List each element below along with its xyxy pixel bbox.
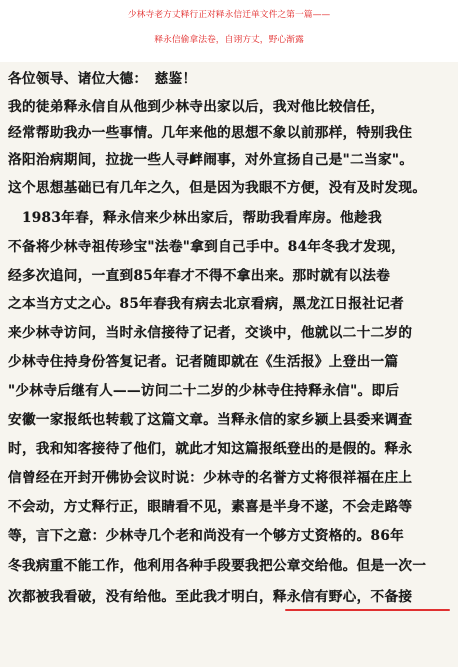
document-line-19: 次都被我看破，没有给他。至此我才明白，释永信有野心，不备接 (8, 589, 413, 605)
document-line-12: "少林寺后继有人——访问二十二岁的少林寺住持释永信"。即后 (8, 383, 400, 399)
article-header (0, 0, 458, 62)
document-line-6: 1983年春，释永信来少林出家后，帮助我看库房。他趁我 (8, 210, 382, 226)
document-line-9: 之本当方丈之心。85年春我有病去北京看病，黑龙江日报社记者 (8, 296, 405, 312)
document-line-1: 各位领导、诸位大德： 慈鉴！ (8, 71, 197, 87)
document-line-18: 冬我病重不能工作，他利用各种手段要我把公章交给他。但是一次一 (8, 558, 427, 574)
highlight-underline (285, 609, 450, 611)
document-line-10: 来少林寺访问，当时永信接待了记者，交谈中，他就以二十二岁的 (8, 325, 413, 341)
document-line-3: 经常帮助我办一些事情。几年来他的思想不象以前那样，特别我住 (8, 125, 413, 141)
document-line-11: 少林寺住持身份答复记者。记者随即就在《生活报》上登出一篇 (8, 354, 399, 370)
document-line-2: 我的徒弟释永信自从他到少林寺出家以后，我对他比较信任， (8, 99, 385, 115)
document-line-4: 洛阳治病期间，拉拢一些人寻衅闹事，对外宣扬自己是"二当家"。 (8, 152, 414, 168)
scanned-document (0, 62, 458, 667)
document-line-17: 等，言下之意：少林寺几个老和尚没有一个够方丈资格的。86年 (8, 528, 405, 544)
header-title-line-1: 少林寺老方丈释行正对释永信迁单文件之第一篇—— (127, 10, 331, 20)
header-title-line-2: 释永信偷拿法卷，自诩方丈，野心渐露 (154, 35, 304, 45)
document-line-15: 信曾经在开封开佛协会议时说：少林寺的名誉方丈将很祥福在庄上 (8, 470, 413, 486)
document-line-14: 时，我和知客接待了他们，就此才知这篇报纸登出的是假的。释永 (8, 441, 413, 457)
document-line-16: 不会动，方丈释行正，眼睛看不见，素喜是半身不遂，不会走路等 (8, 499, 413, 515)
document-line-7: 不备将少林寺祖传珍宝"法卷"拿到自己手中。84年冬我才发现， (8, 239, 406, 255)
document-line-5: 这个思想基础已有几年之久，但是因为我眼不方便，没有及时发现。 (8, 180, 427, 196)
document-line-13: 安徽一家报纸也转载了这篇文章。当释永信的家乡颍上县委来调查 (8, 412, 413, 428)
document-line-8: 经多次追问，一直到85年春才不得不拿出来。那时就有以法卷 (8, 268, 391, 284)
